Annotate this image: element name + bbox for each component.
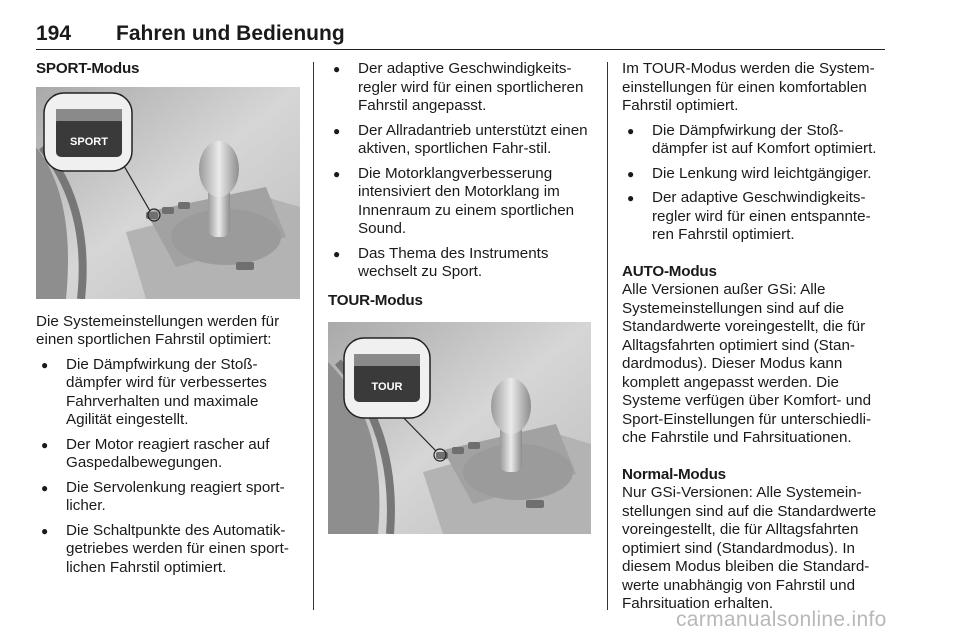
tour-intro: Im TOUR-Modus werden die System-einstellungen für einen komfortablen Fahrstil optimiert. [622,60,875,114]
list-item: ● Der adaptive Geschwindigkeits-regler wird für einen entspannte-ren Fahrstil optimiert. [622,189,888,245]
sport-bullet-list [36,356,300,578]
auto-mode-heading: AUTO-Modus [622,262,717,280]
tour-mode-heading: TOUR-Modus [328,291,423,309]
column-divider [607,62,608,610]
sport-mode-figure [36,87,300,299]
chapter-title: Fahren und Bedienung [116,22,345,45]
list-item: ● Die Motorklangverbesserung intensiviert den Motorklang im Innenraum zu einem sportlichen Sound. [328,165,594,239]
sport-bullet-list-continued [328,60,594,282]
page-number: 194 [36,22,72,45]
normal-mode-heading: Normal-Modus [622,465,726,483]
tour-button-label: TOUR [371,381,403,393]
column-divider [313,62,314,610]
list-item: ● Der adaptive Geschwindigkeits-regler wird für einen sportlicheren Fahrstil angepasst. [328,60,594,116]
list-item: ● Das Thema des Instruments wechselt zu Sport. [328,245,594,282]
column-3 [622,60,888,614]
tour-mode-figure [328,322,591,534]
sport-intro: Die Systemeinstellungen werden für einen sportlichen Fahrstil optimiert: [36,312,280,348]
watermark: carmanualsonline.info [676,608,887,631]
list-item: ● Die Dämpfwirkung der Stoß-dämpfer ist auf Komfort optimiert. [622,122,888,159]
tour-bullet-list [622,122,888,245]
list-item: ● Die Schaltpunkte des Automatik-getriebes werden für einen sport-lichen Fahrstil optimiert. [36,522,300,578]
auto-mode-text: Alle Versionen außer GSi: Alle Systemeinstellungen sind auf die Standardwerte voreingestellt, die für Alltagsfahrten optimiert sind (Stan-dardmodus). Dieser Modus kann komplett angepasst werden. Die Systeme verfügen über Komfort- und Sport-Einstellungen für unterschiedli-che Fahrstile und Fahrsituationen. [622,281,872,446]
list-item: ● Der Motor reagiert rascher auf Gaspedalbewegungen. [36,436,300,473]
column-2 [328,60,594,534]
sport-button-label: SPORT [70,135,108,148]
page-header [36,14,885,50]
list-item: ● Die Servolenkung reagiert sport-licher. [36,479,300,516]
list-item: ● Die Dämpfwirkung der Stoß-dämpfer wird für verbessertes Fahrverhalten und maximale Agilität eingestellt. [36,356,300,430]
list-item: ● Der Allradantrieb unterstützt einen aktiven, sportlichen Fahr-stil. [328,122,594,159]
sport-mode-heading: SPORT-Modus [36,60,140,77]
normal-mode-text: Nur GSi-Versionen: Alle Systemein-stellungen sind auf die Standardwerte voreingestellt, die für Alltagsfahrten optimiert sind (Standardmodus). In diesem Modus bleiben die Standard-werte unabhängig von Fahrstil und Fahrsituation erhalten. [622,484,877,612]
column-1 [36,60,300,577]
list-item: ● Die Lenkung wird leichtgängiger. [622,165,888,184]
